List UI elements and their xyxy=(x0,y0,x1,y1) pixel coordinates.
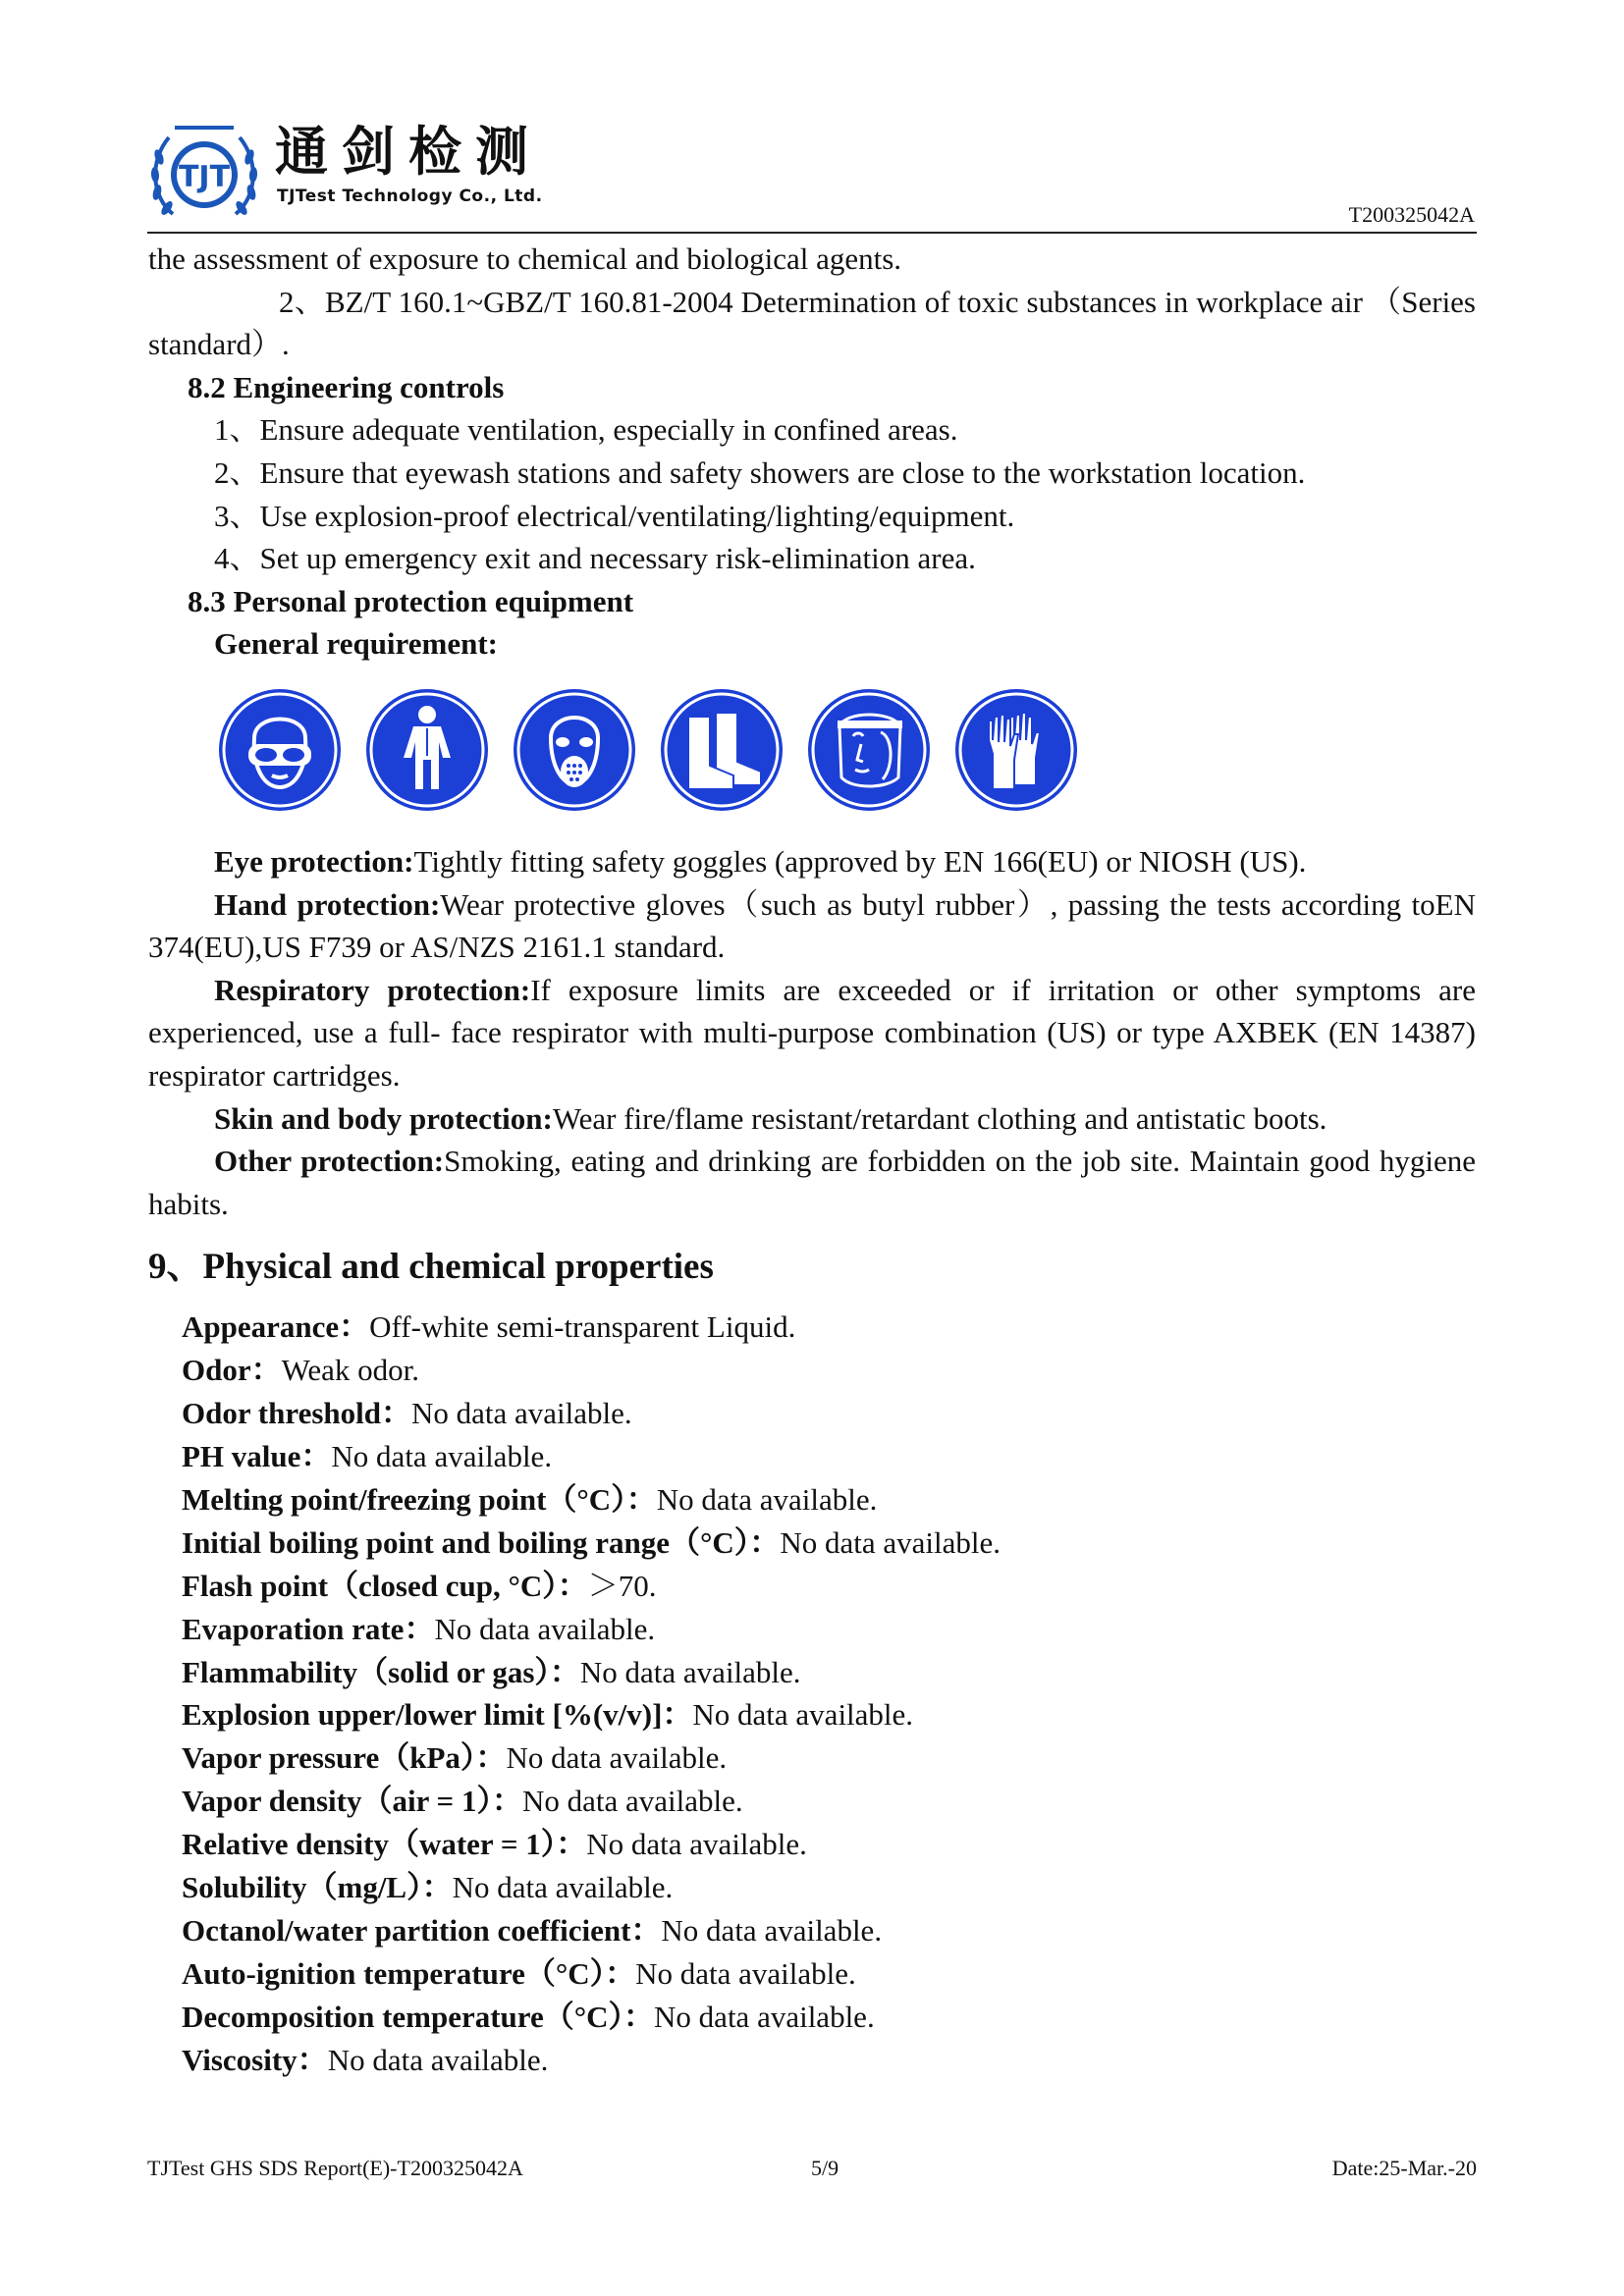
property-item: Solubility（mg/L）：No data available. xyxy=(182,1870,674,1905)
standard-item-2: 2、BZ/T 160.1~GBZ/T 160.81-2004 Determination of toxic substances in workplace air （Series standard）. xyxy=(148,284,1476,362)
section-9-title: 9、Physical and chemical properties xyxy=(148,1247,714,1288)
safety-boots-icon xyxy=(659,687,785,813)
engineering-item: 4、Set up emergency exit and necessary risk-elimination area. xyxy=(214,541,976,576)
respirator-icon xyxy=(512,687,637,813)
eye-protection: Eye protection:Tightly fitting safety goggles (approved by EN 166(EU) or NIOSH (US). xyxy=(214,843,1307,879)
other-protection: Other protection:Smoking, eating and drinking are forbidden on the job site. Maintain good hygiene habits. xyxy=(148,1144,1477,1221)
engineering-item: 1、Ensure adequate ventilation, especially in confined areas. xyxy=(214,412,958,448)
property-item: Auto-ignition temperature（°C）：No data available. xyxy=(182,1955,856,1991)
property-item: Flash point（closed cup, °C）：＞70. xyxy=(182,1568,657,1603)
company-logo xyxy=(145,118,263,228)
property-item: Vapor density（air = 1）：No data available. xyxy=(182,1784,743,1819)
face-shield-icon xyxy=(806,687,932,813)
footer-page-number: 5/9 xyxy=(811,2156,839,2180)
property-item: PH value：No data available. xyxy=(182,1439,553,1473)
body-line: the assessment of exposure to chemical and biological agents. xyxy=(148,241,902,276)
property-item: Evaporation rate：No data available. xyxy=(182,1611,656,1646)
document-id: T200325042A xyxy=(1348,202,1475,227)
property-item: Flammability（solid or gas）：No data available. xyxy=(182,1654,801,1689)
skin-body-protection: Skin and body protection:Wear fire/flame resistant/retardant clothing and antistatic boots. xyxy=(214,1100,1327,1136)
section-8-2-title: 8.2 Engineering controls xyxy=(188,369,505,404)
property-item: Relative density（water = 1）：No data available. xyxy=(182,1827,807,1862)
logo-letters: TJT xyxy=(178,160,231,194)
brand-name-en: TJTest Technology Co., Ltd. xyxy=(277,187,543,206)
general-requirement-label: General requirement: xyxy=(214,626,498,662)
property-item: Viscosity：No data available. xyxy=(182,2042,549,2077)
property-item: Melting point/freezing point（°C）：No data available. xyxy=(182,1481,878,1517)
hand-protection: Hand protection:Wear protective gloves（such as butyl rubber）, passing the tests according toEN 374(EU),US F739 or AS/NZS 2161.1 standard. xyxy=(148,886,1476,965)
ppe-icon-row xyxy=(148,687,1476,819)
properties-list xyxy=(148,1306,1476,2081)
property-item: Odor：Weak odor. xyxy=(182,1353,420,1388)
section-8-3-title: 8.3 Personal protection equipment xyxy=(188,583,634,618)
engineering-item: 2、Ensure that eyewash stations and safety showers are close to the workstation location. xyxy=(214,454,1306,490)
engineering-item: 3、Use explosion-proof electrical/ventilating/lighting/equipment. xyxy=(214,498,1015,533)
header-divider xyxy=(147,232,1477,234)
property-item: Octanol/water partition coefficient：No data available. xyxy=(182,1912,883,1948)
respiratory-protection: Respiratory protection:If exposure limits are exceeded or if irritation or other symptoms are experienced, use a full- face respirator with multi-purpose combination (US) or type AXBEK (EN 14387) respirator cartridges. xyxy=(148,972,1477,1093)
property-item: Explosion upper/lower limit [%(v/v)]：No data available. xyxy=(182,1697,914,1733)
property-item: Decomposition temperature（°C）：No data available. xyxy=(182,1999,875,2034)
document-body xyxy=(148,238,1476,2082)
protective-clothing-icon xyxy=(364,687,490,813)
property-item: Vapor pressure（kPa）：No data available. xyxy=(182,1740,728,1776)
footer-date: Date:25-Mar.-20 xyxy=(1331,2156,1477,2180)
goggles-icon xyxy=(217,687,343,813)
property-item: Initial boiling point and boiling range（°C）：No data available. xyxy=(182,1524,1001,1560)
property-item: Appearance：Off-white semi-transparent Liquid. xyxy=(182,1309,796,1345)
footer-report-name: TJTest GHS SDS Report(E)-T200325042A xyxy=(147,2156,523,2180)
brand-name-cn: 通剑检测 xyxy=(275,121,542,183)
gloves-icon xyxy=(953,687,1079,813)
property-item: Odor threshold：No data available. xyxy=(182,1396,632,1431)
